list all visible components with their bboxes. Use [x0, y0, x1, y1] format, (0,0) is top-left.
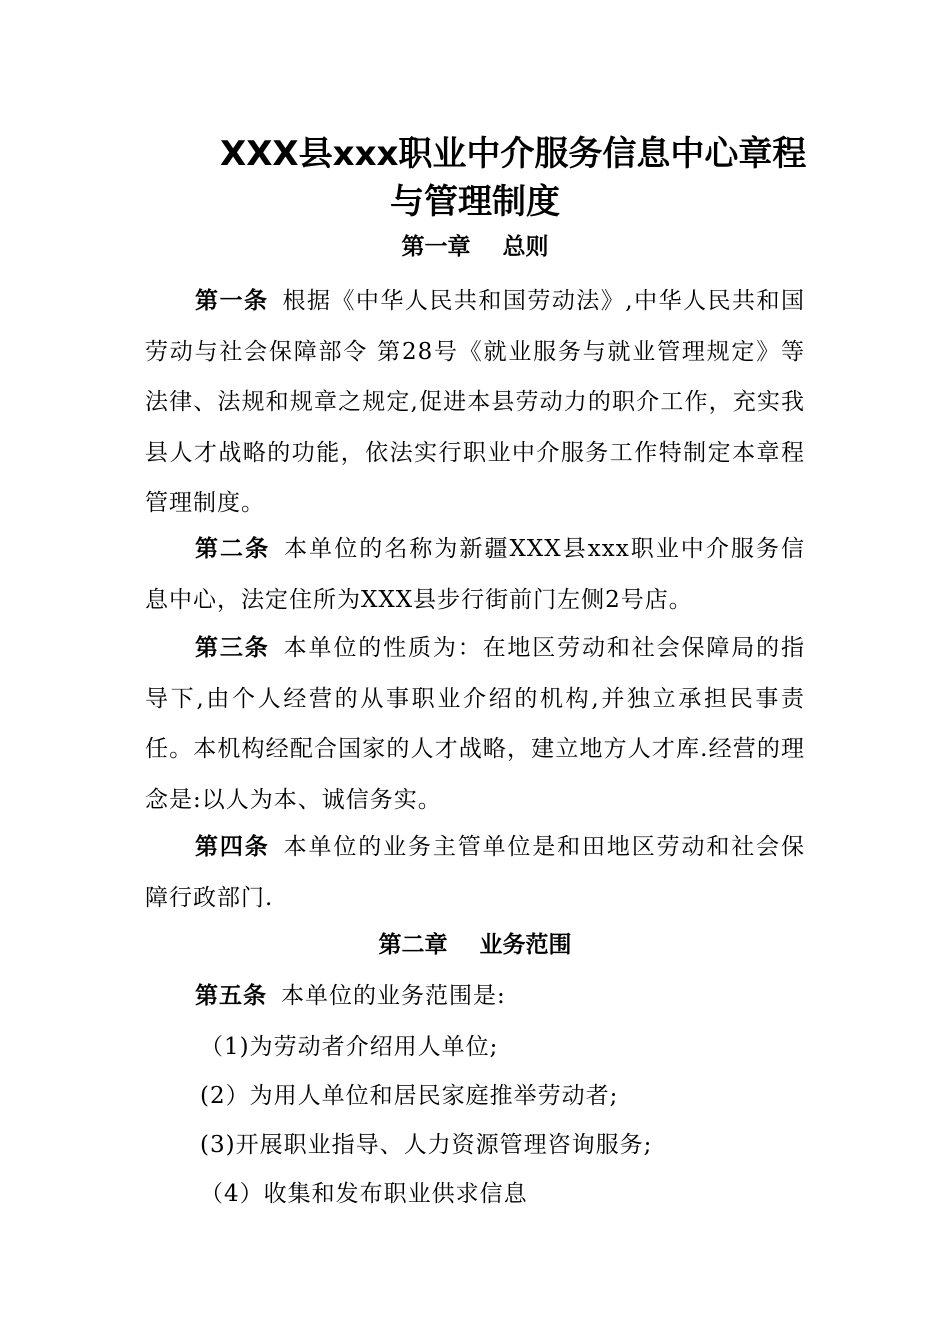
article-2-label: 第二条 — [195, 536, 271, 562]
article-2 — [145, 524, 805, 625]
scope-item-4: （4）收集和发布职业供求信息 — [200, 1181, 528, 1207]
article-5-label: 第五条 — [195, 983, 267, 1009]
article-3-label: 第三条 — [195, 635, 270, 661]
scope-item-2: (2）为用人单位和居民家庭推举劳动者; — [200, 1083, 619, 1109]
article-5-text: 本单位的业务范围是: — [281, 983, 506, 1009]
article-3-text: 本单位的性质为：在地区劳动和社会保障局的指导下,由个人经营的从事职业介绍的机构,并独立承担民事责任。本机构经配合国家的人才战略，建立地方人才库.经营的理念是:以人为本、诚信务实。 — [145, 635, 806, 813]
article-1-label: 第一条 — [195, 288, 269, 314]
article-1-text: 根据《中华人民共和国劳动法》,中华人民共和国劳动与社会保障部令 第28号《就业服务与就业管理规定》等法律、法规和规章之规定,促进本县劳动力的职介工作，充实我县人才战略的功能，依法实行职业中介服务工作特制定本章程管理制度。 — [145, 288, 806, 516]
chapter-1-heading: 第一章 总则 — [401, 234, 549, 260]
article-2-text: 本单位的名称为新疆XXX县xxx职业中介服务信息中心，法定住所为XXX县步行街前门左侧2号店。 — [145, 536, 805, 613]
article-5 — [145, 971, 805, 1022]
article-4 — [145, 822, 805, 923]
article-4-text: 本单位的业务主管单位是和田地区劳动和社会保障行政部门. — [145, 834, 806, 911]
document-title-line-2: 与管理制度 — [390, 182, 560, 222]
scope-item-1: （1)为劳动者介绍用人单位; — [200, 1034, 499, 1060]
chapter-2-heading: 第二章 业务范围 — [378, 932, 572, 958]
document-title-line-1: XXX县xxx职业中介服务信息中心章程 — [220, 134, 807, 174]
article-1 — [145, 276, 805, 529]
scope-item-3: (3)开展职业指导、人力资源管理咨询服务; — [200, 1132, 653, 1158]
article-3 — [145, 623, 805, 825]
article-4-label: 第四条 — [195, 834, 270, 860]
